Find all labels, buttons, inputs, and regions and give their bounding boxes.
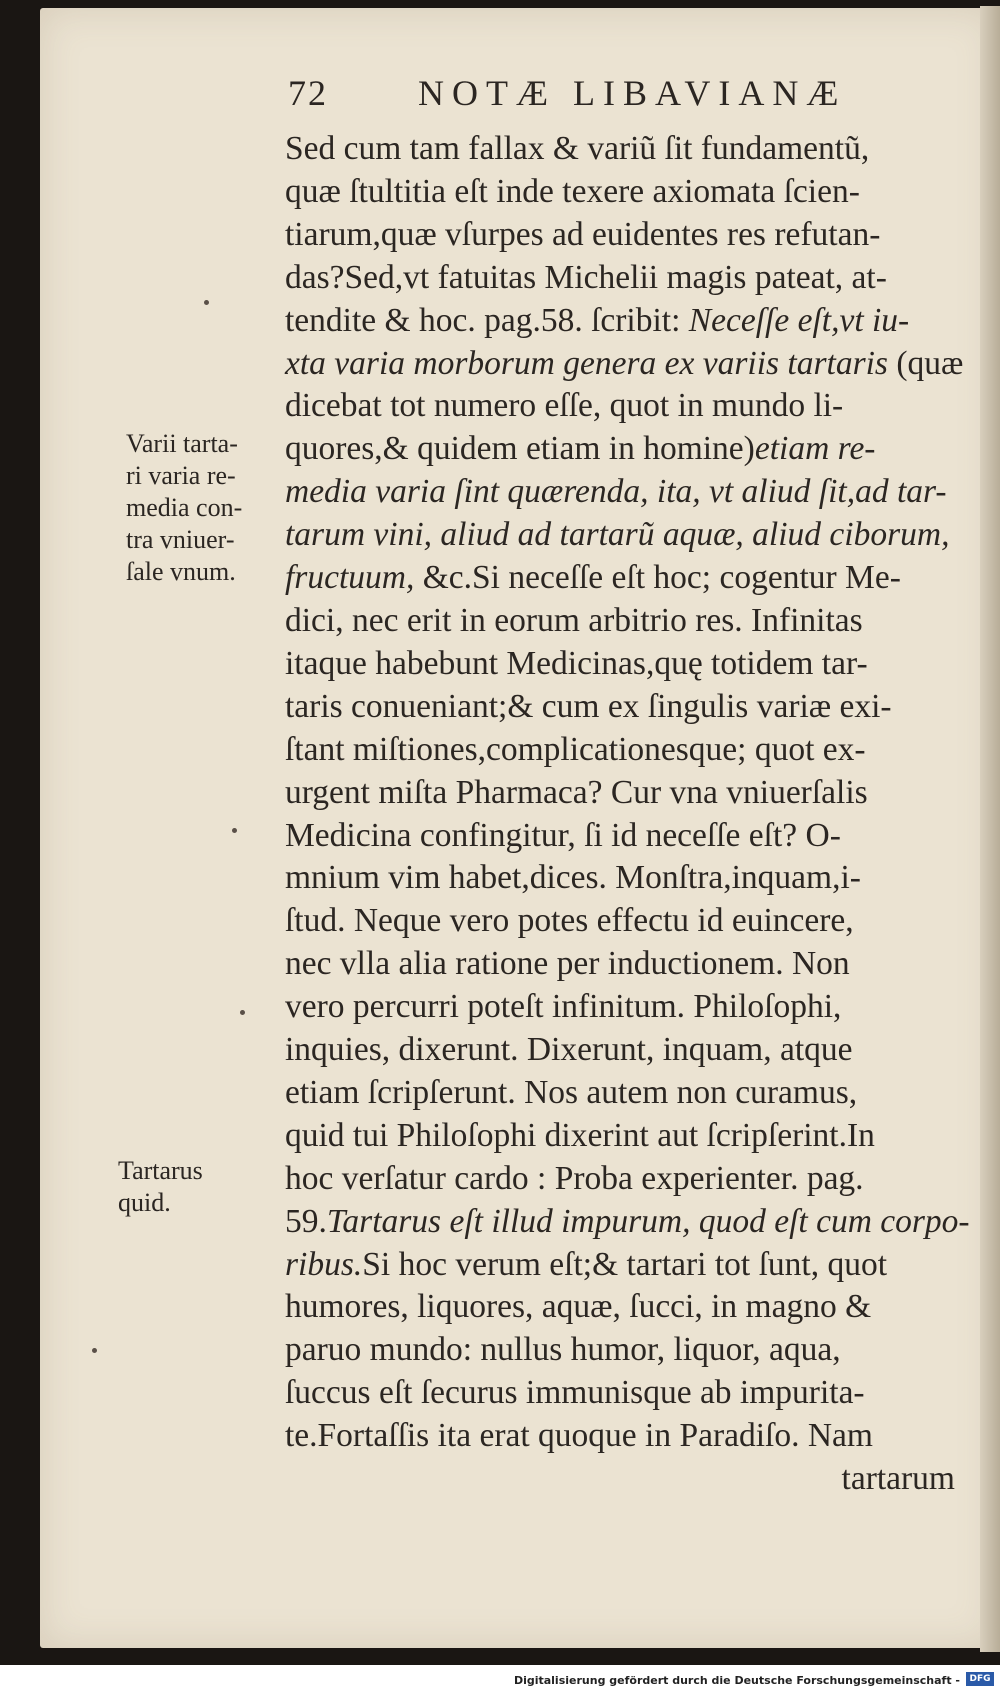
marginal-note-line: Tartarus [118,1156,203,1185]
text-line [285,643,965,686]
text-line [285,1201,970,1244]
text-line [285,815,965,858]
marginal-note-line: quid. [118,1188,171,1217]
ink-speck [92,1348,97,1353]
italic-text-segment: Tartarus eſt illud impurum, quod eſt cum corpo- [326,1202,970,1240]
text-line [285,1329,965,1372]
text-segment: vero percurri poteſt infinitum. Philoſophi, [285,988,842,1026]
text-line [285,986,965,1029]
text-line [285,1286,965,1329]
italic-text-segment: media varia ſint quærenda, ita, vt aliud ſit,ad tar- [285,473,947,511]
text-segment: Si hoc verum eſt;& tartari tot ſunt, quot [362,1245,888,1283]
text-segment: tiarum,quæ vſurpes ad euidentes res refutan- [285,215,881,253]
text-segment: tendite & hoc. pag.58. ſcribit: [285,301,689,339]
dfg-logo: DFG [966,1672,994,1686]
text-line [285,1029,965,1072]
text-line [285,300,965,343]
text-line [285,257,965,300]
running-title: NOTÆ LIBAVIANÆ [418,73,847,113]
marginal-note-remedia [126,428,242,588]
text-line [285,214,965,257]
text-line [285,772,965,815]
catchword: tartarum [841,1460,955,1498]
italic-text-segment: tarum vini, aliud ad tartarũ aquæ, aliud ciborum, [285,516,950,554]
text-segment: quores,& quidem etiam in homine) [285,430,755,468]
text-line [285,900,965,943]
text-line [285,1158,965,1201]
text-line [285,343,965,386]
text-segment: &c.Si neceſſe eſt hoc; cogentur Me- [414,559,901,597]
marginal-note-tartarus [118,1155,203,1219]
text-segment: ſtant miſtiones,complicationesque; quot ex- [285,730,866,768]
text-segment: itaque habebunt Medicinas,quę totidem tar- [285,644,868,682]
text-segment: 59. [285,1202,327,1240]
text-line [285,471,965,514]
italic-text-segment: fructuum, [285,559,415,597]
text-line [285,943,965,986]
text-segment: ſuccus eſt ſecurus immunisque ab impurita- [285,1374,865,1412]
ink-speck [204,300,209,305]
text-line [285,1372,965,1415]
text-segment: paruo mundo: nullus humor, liquor, aqua, [285,1331,841,1369]
text-segment: inquies, dixerunt. Dixerunt, inquam, atque [285,1031,853,1069]
ink-speck [232,828,237,833]
text-segment: urgent miſta Pharmaca? Cur vna vniuerſalis [285,773,868,811]
marginal-note-line: ſale vnum. [126,557,236,586]
text-segment: quæ ſtultitia eſt inde texere axiomata ſcien- [285,172,860,210]
text-segment: taris conueniant;& cum ex ſingulis variæ exi- [285,687,892,725]
text-line [285,428,965,471]
italic-text-segment: etiam re- [754,430,876,468]
text-segment: mnium vim habet,dices. Monſtra,inquam,i- [285,859,861,897]
ink-speck [240,1010,245,1015]
text-segment: etiam ſcripſerunt. Nos autem non curamus, [285,1073,858,1111]
marginal-note-line: tra vniuer- [126,525,235,554]
text-segment: dici, nec erit in eorum arbitrio res. Infinitas [285,601,863,639]
text-line [285,557,965,600]
text-line [285,857,965,900]
marginal-note-line: media con- [126,493,243,522]
body-text [285,128,970,1501]
italic-text-segment: xta varia morborum genera ex variis tartaris [285,344,888,382]
text-line [285,385,965,428]
text-line [285,1072,965,1115]
page-edge [980,6,1000,1652]
running-head [288,72,888,122]
text-line [285,729,965,772]
text-line [285,1115,965,1158]
text-line [285,1244,965,1287]
text-segment: dicebat tot numero eſſe, quot in mundo li- [285,387,844,425]
text-segment: hoc verſatur cardo : Proba experienter. pag. [285,1159,864,1197]
marginal-note-line: ri varia re- [126,461,236,490]
italic-text-segment: Neceſſe eſt,vt iu- [688,301,910,339]
text-line [285,686,965,729]
text-segment: humores, liquores, aquæ, ſucci, in magno & [285,1288,872,1326]
text-segment: Sed cum tam fallax & variũ ſit fundamentũ, [285,130,870,167]
text-segment: Medicina confingitur, ſi id neceſſe eſt? O- [285,816,841,854]
digitization-credit: Digitalisierung gefördert durch die Deutsche Forschungsgemeinschaft - [513,1674,960,1687]
text-segment: (quæ [887,344,964,382]
text-segment: das?Sed,vt fatuitas Michelii magis pateat, at- [285,258,887,296]
text-segment: ſtud. Neque vero potes effectu id euincere, [285,902,854,940]
text-line [285,1415,965,1458]
text-segment: te.Fortaſſis ita erat quoque in Paradiſo. Nam [285,1417,873,1455]
page-number: 72 [288,73,328,113]
text-line [285,128,965,171]
italic-text-segment: ribus. [285,1245,363,1283]
text-segment: nec vlla alia ratione per inductionem. Non [285,945,850,983]
text-line [285,514,965,557]
marginal-note-line: Varii tarta- [126,429,238,458]
text-line [285,600,965,643]
text-line [285,171,965,214]
text-segment: quid tui Philoſophi dixerint aut ſcripſerint.In [285,1116,875,1154]
